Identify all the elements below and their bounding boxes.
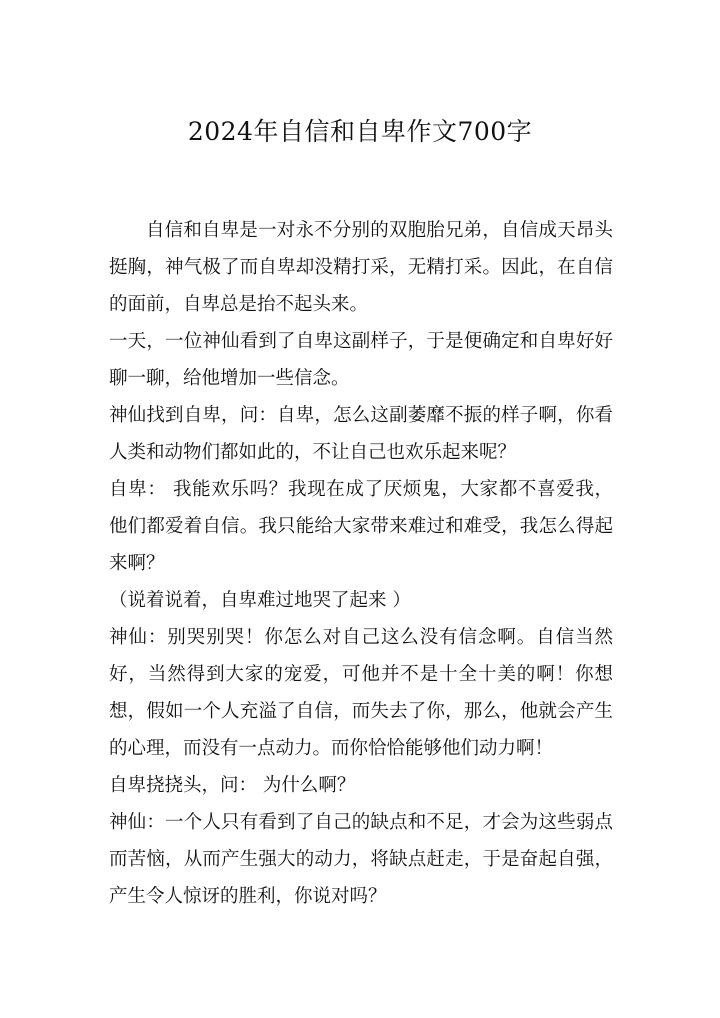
paragraph: 神仙找到自卑，问：自卑，怎么这副萎靡不振的样子啊，你看人类和动物们都如此的，不让自己也欢乐起来呢？ bbox=[109, 405, 613, 463]
paragraph: 神仙：一个人只有看到了自己的缺点和不足，才会为这些弱点而苦恼，从而产生强大的动力，将缺点赶走，于是奋起自强，产生令人惊讶的胜利，你说对吗？ bbox=[109, 812, 613, 907]
document-body bbox=[109, 212, 613, 915]
paragraph: 一天，一位神仙看到了自卑这副样子，于是便确定和自卑好好聊一聊，给他增加一些信念。 bbox=[109, 331, 613, 389]
paragraph: 自卑： 我能欢乐吗？我现在成了厌烦鬼，大家都不喜爱我，他们都爱着自信。我只能给大家带来难过和难受，我怎么得起来啊？ bbox=[109, 479, 613, 574]
paragraph: （说着说着，自卑难过地哭了起来 ） bbox=[109, 590, 411, 611]
paragraph: 自信和自卑是一对永不分别的双胞胎兄弟，自信成天昂头挺胸，神气极了而自卑却没精打采，无精打采。因此，在自信的面前，自卑总是抬不起头来。 bbox=[109, 220, 613, 315]
paragraph: 神仙：别哭别哭！你怎么对自己这么没有信念啊。自信当然好，当然得到大家的宠爱，可他并不是十全十美的啊！你想想，假如一个人充溢了自信，而失去了你，那么，他就会产生的心理，而没有一点动力。而你恰恰能够他们动力啊！ bbox=[109, 627, 613, 759]
document-title: 2024年自信和自卑作文700字 bbox=[187, 117, 533, 146]
paragraph: 自卑挠挠头，问： 为什么啊？ bbox=[109, 775, 356, 796]
